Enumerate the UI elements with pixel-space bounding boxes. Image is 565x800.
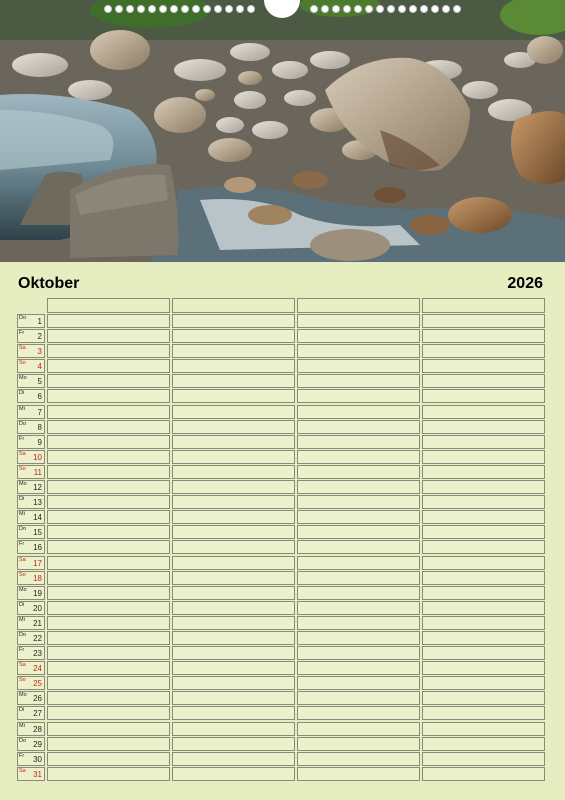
day-label-cell <box>17 435 45 449</box>
planner-cell[interactable] <box>172 510 295 524</box>
planner-cell[interactable] <box>422 571 545 585</box>
day-row <box>17 510 548 525</box>
weekday-name: Mi <box>19 405 25 412</box>
weekday-name: Sa <box>19 662 26 669</box>
planner-cell[interactable] <box>172 359 295 373</box>
planner-grid <box>17 298 548 782</box>
planner-cell[interactable] <box>47 706 170 720</box>
day-row <box>17 767 548 782</box>
planner-cell[interactable] <box>297 691 420 705</box>
day-row <box>17 571 548 586</box>
weekday-name: Fr <box>19 647 25 654</box>
day-row <box>17 722 548 737</box>
day-number: 5 <box>37 377 42 387</box>
day-number: 11 <box>33 467 42 477</box>
planner-cell[interactable] <box>297 586 420 600</box>
weekday-name: Mi <box>19 511 25 518</box>
month-title: Oktober <box>18 275 80 292</box>
day-row <box>17 737 548 752</box>
planner-cell[interactable] <box>422 435 545 449</box>
binding-hole <box>310 5 318 13</box>
planner-cell[interactable] <box>47 691 170 705</box>
planner-cell[interactable] <box>297 525 420 539</box>
weekday-name: Sa <box>19 345 26 352</box>
planner-cell[interactable] <box>422 722 545 736</box>
planner-cell[interactable] <box>172 450 295 464</box>
day-label-cell <box>17 676 45 690</box>
planner-cell[interactable] <box>297 646 420 660</box>
day-label-cell <box>17 691 45 705</box>
planner-cell[interactable] <box>47 540 170 554</box>
planner-cell[interactable] <box>47 389 170 403</box>
calendar-photo <box>0 0 565 262</box>
binding-hole <box>137 5 145 13</box>
day-row <box>17 344 548 359</box>
day-row <box>17 329 548 344</box>
planner-cell[interactable] <box>297 405 420 419</box>
weekday-name: Di <box>19 601 25 608</box>
day-label-cell <box>17 601 45 615</box>
planner-cell[interactable] <box>47 435 170 449</box>
planner-cell[interactable] <box>422 314 545 328</box>
day-number: 14 <box>33 513 42 523</box>
day-row <box>17 616 548 631</box>
day-number: 28 <box>33 724 42 734</box>
planner-cell[interactable] <box>422 480 545 494</box>
day-label-cell <box>17 344 45 358</box>
day-number: 18 <box>33 573 42 583</box>
column-header-cell[interactable] <box>422 298 545 313</box>
day-row <box>17 450 548 465</box>
binding-hole <box>181 5 189 13</box>
weekday-name: Do <box>19 315 27 321</box>
day-number: 24 <box>33 664 42 674</box>
binding-hole <box>148 5 156 13</box>
planner-cell[interactable] <box>172 374 295 388</box>
weekday-name: So <box>19 571 26 578</box>
binding-hole <box>332 5 340 13</box>
day-number: 16 <box>33 543 42 553</box>
planner-cell[interactable] <box>422 601 545 615</box>
binding-hole <box>398 5 406 13</box>
planner-cell[interactable] <box>422 374 545 388</box>
planner-cell[interactable] <box>422 525 545 539</box>
day-label-cell <box>17 706 45 720</box>
planner-cell[interactable] <box>297 329 420 343</box>
planner-cell[interactable] <box>172 540 295 554</box>
day-number: 15 <box>33 528 42 538</box>
day-number: 22 <box>33 633 42 643</box>
planner-cell[interactable] <box>297 661 420 675</box>
planner-cell[interactable] <box>422 752 545 766</box>
day-row <box>17 556 548 571</box>
day-number: 8 <box>37 422 42 432</box>
binding-hole <box>365 5 373 13</box>
planner-cell[interactable] <box>422 556 545 570</box>
day-number: 19 <box>33 588 42 598</box>
planner-cell[interactable] <box>47 329 170 343</box>
planner-cell[interactable] <box>297 389 420 403</box>
planner-cell[interactable] <box>47 586 170 600</box>
day-number: 13 <box>33 498 42 508</box>
planner-cell[interactable] <box>297 556 420 570</box>
planner-cell[interactable] <box>422 616 545 630</box>
day-row <box>17 435 548 450</box>
binding-hole <box>115 5 123 13</box>
planner-cell[interactable] <box>172 480 295 494</box>
planner-cell[interactable] <box>297 344 420 358</box>
binding-hole <box>214 5 222 13</box>
day-number: 1 <box>37 317 42 326</box>
weekday-name: Mo <box>19 586 27 593</box>
planner-cell[interactable] <box>47 752 170 766</box>
day-row <box>17 661 548 676</box>
day-number: 23 <box>33 649 42 659</box>
planner-cell[interactable] <box>172 525 295 539</box>
day-row <box>17 420 548 435</box>
planner-cell[interactable] <box>297 601 420 615</box>
planner-cell[interactable] <box>172 571 295 585</box>
weekday-name: Di <box>19 496 25 503</box>
planner-cell[interactable] <box>422 646 545 660</box>
planner-cell[interactable] <box>172 661 295 675</box>
planner-cell[interactable] <box>297 480 420 494</box>
day-row <box>17 646 548 661</box>
planner-cell[interactable] <box>172 586 295 600</box>
binding-hole <box>225 5 233 13</box>
weekday-name: Sa <box>19 767 26 774</box>
planner-cell[interactable] <box>422 329 545 343</box>
planner-cell[interactable] <box>172 601 295 615</box>
planner-cell[interactable] <box>47 722 170 736</box>
planner-cell[interactable] <box>47 616 170 630</box>
day-number: 6 <box>37 392 42 402</box>
day-label-cell <box>17 405 45 419</box>
hanger-cutout <box>264 0 300 18</box>
planner-cell[interactable] <box>422 359 545 373</box>
day-number: 2 <box>37 332 42 342</box>
day-label-cell <box>17 616 45 630</box>
planner-cell[interactable] <box>422 631 545 645</box>
planner-cell[interactable] <box>172 646 295 660</box>
day-number: 20 <box>33 603 42 613</box>
weekday-name: Do <box>19 631 27 638</box>
binding-hole <box>192 5 200 13</box>
day-row <box>17 586 548 601</box>
day-label-cell <box>17 767 45 781</box>
planner-cell[interactable] <box>172 495 295 509</box>
planner-cell[interactable] <box>172 329 295 343</box>
binding-hole <box>343 5 351 13</box>
planner-cell[interactable] <box>297 722 420 736</box>
planner-cell[interactable] <box>47 359 170 373</box>
planner-cell[interactable] <box>422 767 545 781</box>
day-label-cell <box>17 510 45 524</box>
day-label-cell <box>17 329 45 343</box>
planner-cell[interactable] <box>47 661 170 675</box>
planner-cell[interactable] <box>172 706 295 720</box>
day-row <box>17 540 548 555</box>
weekday-name: Mo <box>19 692 27 699</box>
day-row <box>17 525 548 540</box>
planner-cell[interactable] <box>172 435 295 449</box>
day-label-cell <box>17 450 45 464</box>
planner-cell[interactable] <box>297 631 420 645</box>
weekday-name: Fr <box>19 330 25 337</box>
day-number: 25 <box>33 679 42 689</box>
planner-cell[interactable] <box>422 691 545 705</box>
planner-cell[interactable] <box>172 344 295 358</box>
planner-cell[interactable] <box>47 767 170 781</box>
planner-cell[interactable] <box>422 510 545 524</box>
planner-cell[interactable] <box>422 389 545 403</box>
planner-cell[interactable] <box>297 616 420 630</box>
planner-cell[interactable] <box>47 676 170 690</box>
planner-cell[interactable] <box>47 405 170 419</box>
day-number: 12 <box>33 483 42 493</box>
planner-cell[interactable] <box>422 465 545 479</box>
weekday-name: Do <box>19 526 27 533</box>
planner-cell[interactable] <box>172 691 295 705</box>
day-row <box>17 314 548 329</box>
planner-cell[interactable] <box>47 480 170 494</box>
planner-cell[interactable] <box>47 314 170 328</box>
planner-cell[interactable] <box>422 540 545 554</box>
planner-cell[interactable] <box>172 389 295 403</box>
day-label-cell <box>17 571 45 585</box>
binding-hole <box>321 5 329 13</box>
planner-cell[interactable] <box>47 344 170 358</box>
binding-hole <box>420 5 428 13</box>
planner-cell[interactable] <box>297 450 420 464</box>
planner-cell[interactable] <box>297 435 420 449</box>
planner-cell[interactable] <box>172 314 295 328</box>
day-label-cell <box>17 661 45 675</box>
planner-cell[interactable] <box>47 631 170 645</box>
day-label-cell <box>17 556 45 570</box>
stream-rocks-image <box>0 0 565 262</box>
day-row <box>17 405 548 420</box>
day-label-cell <box>17 389 45 403</box>
weekday-name: Sa <box>19 556 26 563</box>
planner-cell[interactable] <box>172 722 295 736</box>
weekday-name: Di <box>19 707 25 714</box>
planner-cell[interactable] <box>422 706 545 720</box>
planner-cell[interactable] <box>47 495 170 509</box>
day-number: 17 <box>33 558 42 568</box>
day-row <box>17 706 548 721</box>
day-number: 30 <box>33 754 42 764</box>
weekday-name: Do <box>19 420 27 427</box>
planner-cell[interactable] <box>47 374 170 388</box>
day-number: 27 <box>33 709 42 719</box>
binding-hole <box>431 5 439 13</box>
weekday-name: Fr <box>19 435 25 442</box>
planner-cell[interactable] <box>297 540 420 554</box>
weekday-name: Di <box>19 390 25 397</box>
planner-cell[interactable] <box>297 420 420 434</box>
day-label-cell <box>17 495 45 509</box>
planner-cell[interactable] <box>297 706 420 720</box>
planner-cell[interactable] <box>47 450 170 464</box>
planner-cell[interactable] <box>172 631 295 645</box>
day-label-cell <box>17 631 45 645</box>
column-header-cell[interactable] <box>47 298 170 313</box>
day-row <box>17 601 548 616</box>
planner-cell[interactable] <box>47 737 170 751</box>
planner-cell[interactable] <box>172 405 295 419</box>
planner-cell[interactable] <box>172 420 295 434</box>
weekday-name: Mo <box>19 481 27 488</box>
binding-hole <box>203 5 211 13</box>
weekday-name: So <box>19 465 26 472</box>
weekday-name: Sa <box>19 450 26 457</box>
day-label-cell <box>17 752 45 766</box>
day-row <box>17 389 548 404</box>
weekday-name: Mo <box>19 375 27 382</box>
planner-cell[interactable] <box>422 405 545 419</box>
day-number: 7 <box>37 407 42 417</box>
binding-hole <box>104 5 112 13</box>
planner-cell[interactable] <box>172 556 295 570</box>
binding-hole <box>236 5 244 13</box>
day-label-cell <box>17 722 45 736</box>
day-row <box>17 359 548 374</box>
binding-hole <box>453 5 461 13</box>
planner-cell[interactable] <box>297 737 420 751</box>
weekday-name: Fr <box>19 541 25 548</box>
planner-cell[interactable] <box>422 344 545 358</box>
calendar-binding <box>0 0 565 20</box>
day-number: 9 <box>37 437 42 447</box>
day-row <box>17 480 548 495</box>
day-row <box>17 374 548 389</box>
binding-hole <box>354 5 362 13</box>
planner-cell[interactable] <box>297 752 420 766</box>
planner-cell[interactable] <box>297 359 420 373</box>
planner-cell[interactable] <box>47 510 170 524</box>
planner-cell[interactable] <box>422 586 545 600</box>
planner-cell[interactable] <box>47 646 170 660</box>
planner-cell[interactable] <box>297 571 420 585</box>
planner-cell[interactable] <box>172 676 295 690</box>
planner-cell[interactable] <box>422 676 545 690</box>
day-label-cell <box>17 420 45 434</box>
day-label-cell <box>17 525 45 539</box>
weekday-name: Mi <box>19 722 25 729</box>
weekday-name: Fr <box>19 752 25 759</box>
planner-cell[interactable] <box>172 737 295 751</box>
planner-cell[interactable] <box>297 495 420 509</box>
planner-cell[interactable] <box>47 571 170 585</box>
weekday-name: Do <box>19 737 27 744</box>
planner-cell[interactable] <box>422 661 545 675</box>
day-label-cell <box>17 314 45 328</box>
day-number: 29 <box>33 739 42 749</box>
binding-hole <box>442 5 450 13</box>
binding-hole <box>409 5 417 13</box>
planner-cell[interactable] <box>422 450 545 464</box>
day-number: 3 <box>37 347 42 357</box>
day-row <box>17 691 548 706</box>
planner-cell[interactable] <box>47 601 170 615</box>
day-number: 4 <box>37 362 42 372</box>
day-column-spacer <box>17 298 45 313</box>
binding-hole <box>247 5 255 13</box>
day-row <box>17 676 548 691</box>
planner-cell[interactable] <box>422 420 545 434</box>
binding-hole <box>376 5 384 13</box>
day-label-cell <box>17 359 45 373</box>
day-row <box>17 752 548 767</box>
day-label-cell <box>17 540 45 554</box>
weekday-name: So <box>19 677 26 684</box>
planner-cell[interactable] <box>47 556 170 570</box>
planner-cell[interactable] <box>172 616 295 630</box>
planner-cell[interactable] <box>172 767 295 781</box>
binding-hole <box>170 5 178 13</box>
weekday-name: So <box>19 360 26 367</box>
day-number: 26 <box>33 694 42 704</box>
day-label-cell <box>17 586 45 600</box>
planner-cell[interactable] <box>422 495 545 509</box>
planner-cell[interactable] <box>172 752 295 766</box>
day-label-cell <box>17 374 45 388</box>
binding-hole <box>126 5 134 13</box>
column-header-row <box>17 298 548 313</box>
day-row <box>17 495 548 510</box>
day-label-cell <box>17 646 45 660</box>
day-number: 31 <box>33 769 42 779</box>
planner-cell[interactable] <box>297 465 420 479</box>
planner-cell[interactable] <box>422 737 545 751</box>
planner-cell[interactable] <box>297 510 420 524</box>
planner-cell[interactable] <box>47 525 170 539</box>
planner-cell[interactable] <box>297 676 420 690</box>
planner-cell[interactable] <box>47 420 170 434</box>
day-row <box>17 465 548 480</box>
planner-cell[interactable] <box>297 374 420 388</box>
day-number: 21 <box>33 618 42 628</box>
binding-hole <box>159 5 167 13</box>
day-label-cell <box>17 465 45 479</box>
binding-hole <box>387 5 395 13</box>
planner-cell[interactable] <box>172 465 295 479</box>
column-header-cell[interactable] <box>297 298 420 313</box>
planner-cell[interactable] <box>47 465 170 479</box>
day-row <box>17 631 548 646</box>
column-header-cell[interactable] <box>172 298 295 313</box>
day-label-cell <box>17 737 45 751</box>
planner-cell[interactable] <box>297 767 420 781</box>
year-title: 2026 <box>507 275 543 292</box>
day-label-cell <box>17 480 45 494</box>
weekday-name: Mi <box>19 616 25 623</box>
planner-cell[interactable] <box>297 314 420 328</box>
day-number: 10 <box>33 452 42 462</box>
